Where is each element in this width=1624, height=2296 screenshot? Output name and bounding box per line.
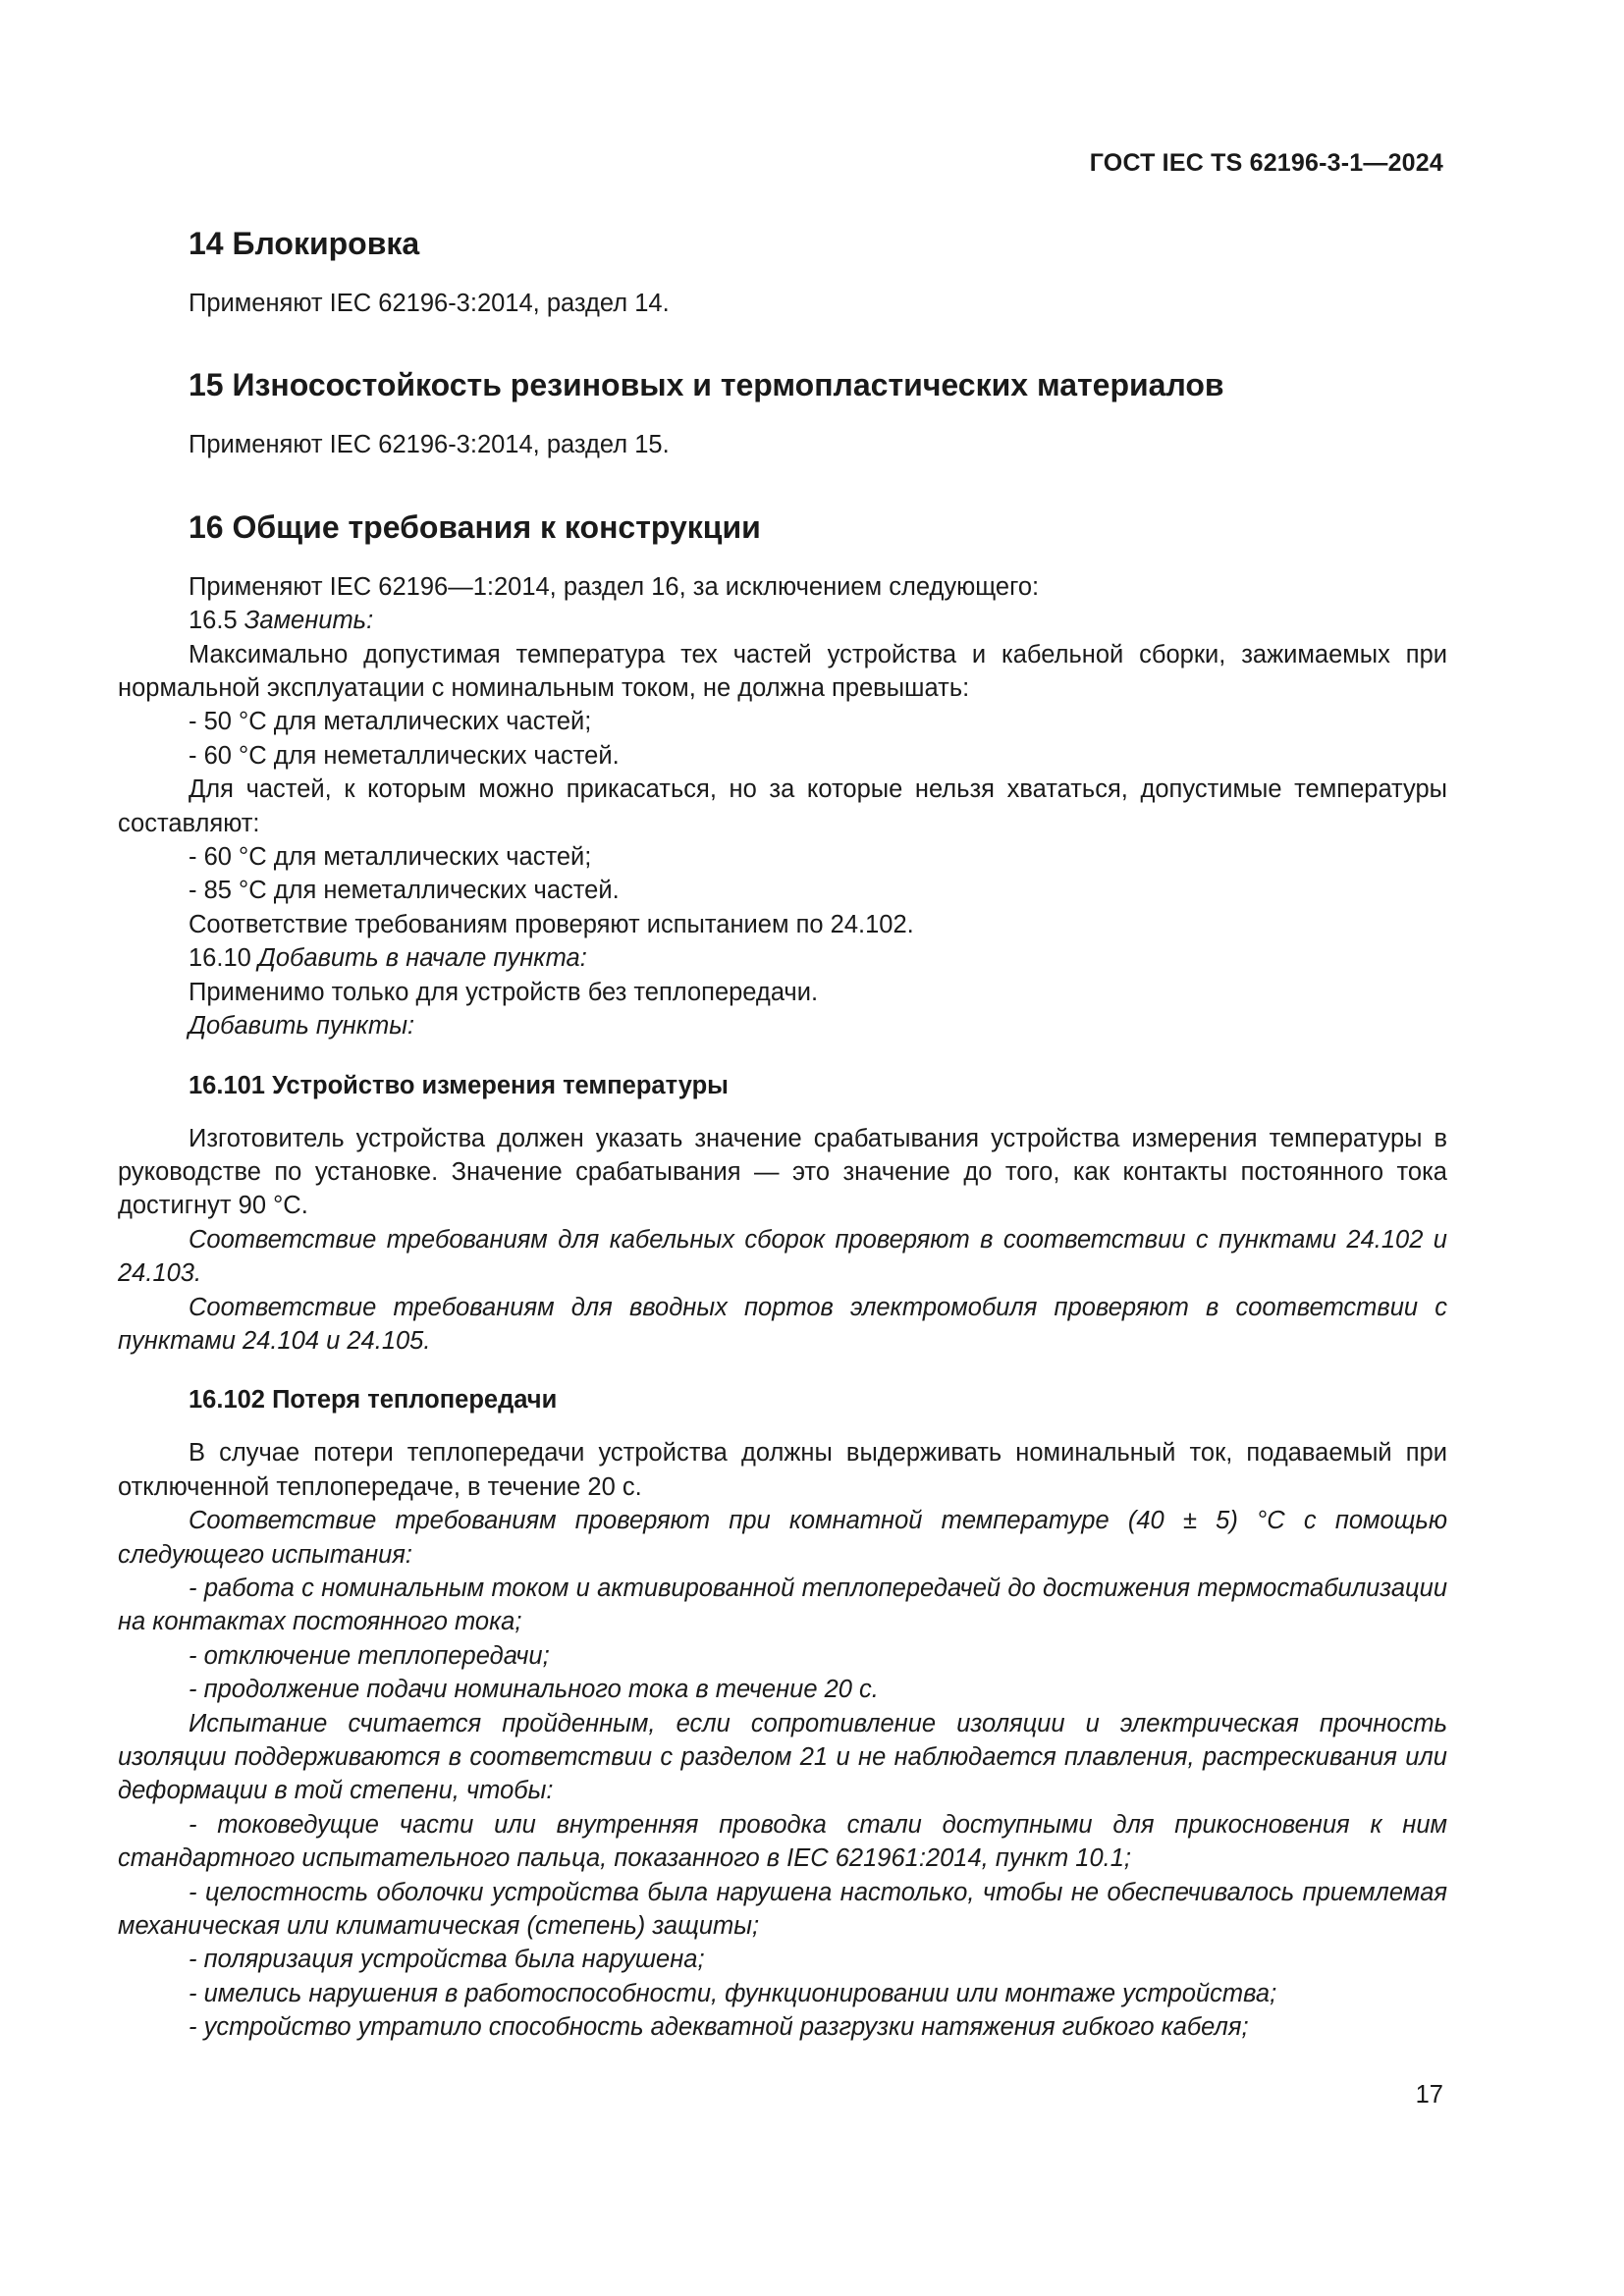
list1-item-0: - 50 °С для металлических частей; [189, 708, 592, 736]
applicable-text: Применимо только для устройств без теплопередачи. [189, 978, 819, 1006]
pass-criteria-text: Испытание считается пройденным, если сопротивление изоляции и электрическая прочность изоляции поддерживаются в соответствии с разделом 21 и не наблюдается плавления, растрескивания или деформации в той степени, чтобы: [118, 1709, 1447, 1805]
compliance-test-text: Соответствие требованиям проверяют испытанием по 24.102. [189, 910, 914, 938]
clause-16-10-number: 16.10 [189, 944, 251, 973]
touch-parts-text: Для частей, к которым можно прикасаться, но за которые нельзя хвататься, допустимые температуры составляют: [118, 775, 1447, 837]
condition-2: - поляризация устройства была нарушена; [189, 1946, 705, 1974]
compliance-room-temperature: Соответствие требованиям проверяют при комнатной температуре (40 ± 5) °С с помощью следующего испытания: [118, 1507, 1447, 1569]
condition-3: - имелись нарушения в работоспособности, функционировании или монтаже устройства; [189, 1979, 1277, 2007]
test-step-1: - отключение теплопередачи; [189, 1641, 550, 1670]
page-number: 17 [1415, 2081, 1443, 2109]
section-16-title: 16 Общие требования к конструкции [189, 508, 761, 545]
condition-1: - целостность оболочки устройства была нарушена настолько, чтобы не обеспечивалось приемлемая механическая или климатическая (степень) защиты; [118, 1878, 1447, 1941]
subsection-16-102-title: 16.102 Потеря теплопередачи [189, 1386, 558, 1415]
compliance-vehicle-inlets: Соответствие требованиям для вводных портов электромобиля проверяют в соответствии с пунктами 24.104 и 24.105. [118, 1293, 1447, 1355]
max-temperature-text: Максимально допустимая температура тех частей устройства и кабельной сборки, зажимаемых при нормальной эксплуатации с номинальным током, не должна превышать: [118, 640, 1447, 703]
section-14-text: Применяют IEC 62196-3:2014, раздел 14. [189, 290, 670, 317]
list2-item-0: - 60 °С для металлических частей; [189, 843, 592, 872]
compliance-cable-assemblies: Соответствие требованиям для кабельных сборок проверяют в соответствии с пунктами 24.102 и 24.103. [118, 1225, 1447, 1288]
test-step-2: - продолжение подачи номинального тока в течение 20 с. [189, 1676, 879, 1704]
page-content [118, 222, 1447, 2045]
clause-16-10-instruction: Добавить в начале пункта: [257, 944, 587, 973]
add-items-instruction: Добавить пункты: [189, 1012, 415, 1041]
condition-0: - токоведущие части или внутренняя проводка стали доступными для прикосновения к ним стандартного испытательного пальца, показанного в IEC 621961:2014, пункт 10.1; [118, 1810, 1447, 1873]
subsection-16-101-title: 16.101 Устройство измерения температуры [189, 1071, 729, 1099]
clause-16-5-number: 16.5 [189, 607, 238, 635]
section-14-title: 14 Блокировка [189, 226, 420, 261]
test-step-0: - работа с номинальным током и активированной теплопередачей до достижения термостабилизации на контактах постоянного тока; [118, 1574, 1447, 1636]
list1-item-1: - 60 °С для неметаллических частей. [189, 741, 620, 770]
section-15-text: Применяют IEC 62196-3:2014, раздел 15. [189, 431, 670, 459]
clause-16-5-instruction: Заменить: [244, 607, 374, 635]
subsection-16-101-text: Изготовитель устройства должен указать значение срабатывания устройства измерения температуры в руководстве по установке. Значение срабатывания — это значение до того, как контакты постоянного тока достигнут 90 °С. [118, 1124, 1447, 1220]
subsection-16-102-text: В случае потери теплопередачи устройства должны выдерживать номинальный ток, подаваемый при отключенной теплопередаче, в течение 20 с. [118, 1439, 1447, 1501]
clause-16-5 [118, 604, 1447, 637]
clause-16-10 [118, 941, 1447, 975]
section-16-intro: Применяют IEC 62196—1:2014, раздел 16, за исключением следующего: [189, 572, 1040, 601]
standard-code-header: ГОСТ IEC TS 62196-3-1—2024 [1089, 149, 1443, 177]
section-15-title: 15 Износостойкость резиновых и термопластических материалов [189, 367, 1224, 403]
list2-item-1: - 85 °С для неметаллических частей. [189, 877, 620, 905]
condition-4: - устройство утратило способность адекватной разгрузки натяжения гибкого кабеля; [189, 2013, 1249, 2042]
